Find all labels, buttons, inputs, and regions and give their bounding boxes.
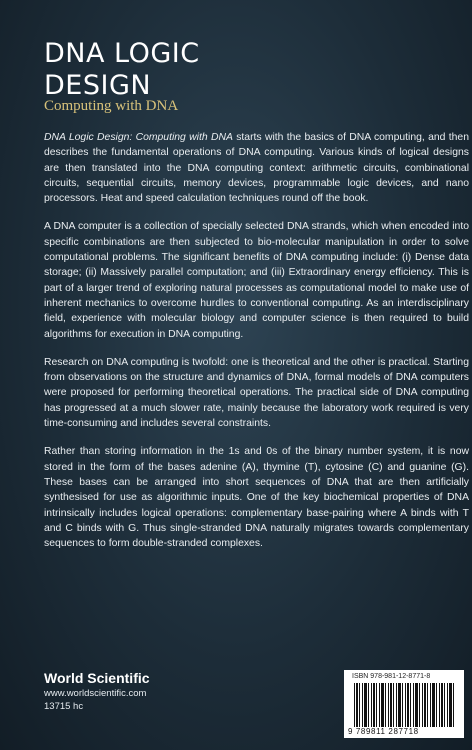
book-subtitle: Computing with DNA xyxy=(44,98,179,114)
barcode-number: 9 789811 287718 xyxy=(348,727,419,736)
publisher-url: www.worldscientific.com xyxy=(44,688,147,699)
isbn-label: ISBN 978-981-12-8771-8 xyxy=(352,673,431,680)
back-cover-blurb xyxy=(44,130,469,564)
barcode-bars xyxy=(354,683,456,727)
isbn-barcode xyxy=(344,670,464,738)
blurb-paragraph-4: Rather than storing information in the 1s and 0s of the binary number system, it is now stored in the form of the bases adenine (A), thymine (T), cytosine (C) and guanine (G). These bases can be arranged into short sequences of DNA that are then artificially synthesised for use as algorithmic inputs. One of the key biochemical properties of DNA intrinsically includes logical operations: complementary base-pairing where A binds with T and C binds with G. Thus single-stranded DNA naturally migrates towards complementary sequences to form double-stranded complexes. xyxy=(44,446,469,550)
blurb-paragraph-3: Research on DNA computing is twofold: one is theoretical and the other is practical. Starting from observations on the structure and dynamics of DNA, formal models of DNA computers were proposed for performing theoretical operations. The practical side of DNA computing has progressed at a much slower rate, mainly because the laboratory work required is very time-consuming and includes several constraints. xyxy=(44,356,469,430)
blurb-book-name: DNA Logic Design: Computing with DNA xyxy=(44,132,233,143)
blurb-paragraph-2: A DNA computer is a collection of specially selected DNA strands, which when encoded into specific combinations are then subjected to bio-molecular manipulation in order to solve computational problems. The significant benefits of DNA computing include: (i) Dense data storage; (ii) Massively parallel computation; and (iii) Extraordinary energy efficiency. This is part of a larger trend of exploring natural processes as computational model to make use of inherent mechanics to overcome hurdles to conventional computing. As an interdisciplinary field, experience with molecular biology and computer science is then required to build algorithms for execution in DNA computing. xyxy=(44,221,469,340)
book-title-line-1: DNA LOGIC xyxy=(44,38,200,69)
book-title-line-2: DESIGN xyxy=(44,70,152,101)
blurb-paragraph-1-text: starts with the basics of DNA computing, and then describes the fundamental operations of DNA computing. Various kinds of logical designs are then translated into the DNA computing context: arithmetic circuits, combinational circuits, sequential circuits, memory devices, programmable logic devices, and nano processors. Heat and speed calculation techniques round off the book. xyxy=(44,132,469,205)
product-code: 13715 hc xyxy=(44,701,84,712)
publisher-block xyxy=(44,670,150,713)
book-title xyxy=(44,38,200,102)
blurb-paragraph-1 xyxy=(44,130,469,206)
publisher-name: World Scientific xyxy=(44,670,150,686)
